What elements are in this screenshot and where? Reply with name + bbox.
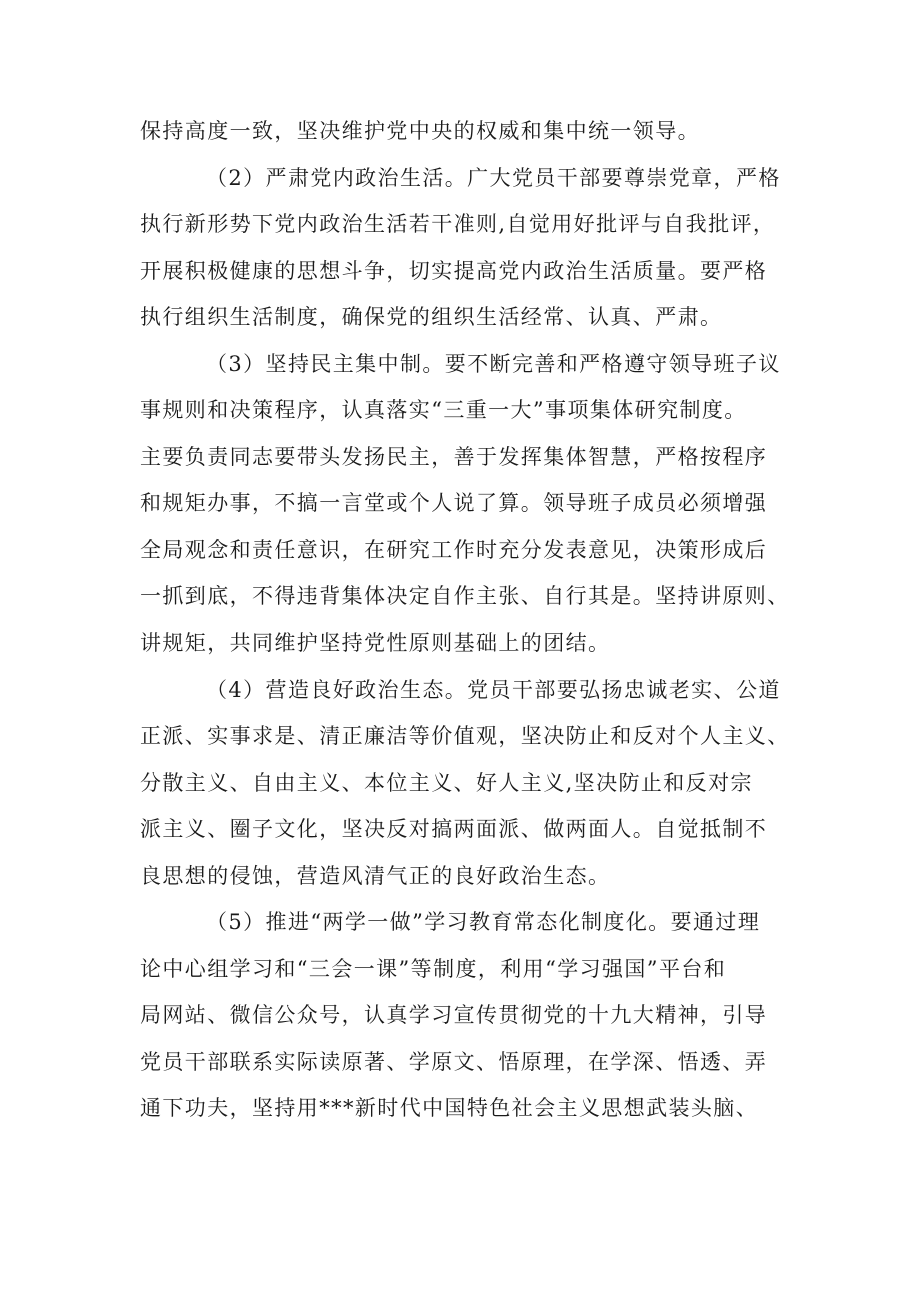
text-line: 执行组织生活制度，确保党的组织生活经常、认真、严肃。 (140, 305, 723, 330)
text-line: 正派、实事求是、清正廉洁等价值观，坚决防止和反对个人主义、 (140, 724, 790, 749)
text-line: 派主义、圈子文化，坚决反对搞两面派、做两面人。自觉抵制不 (140, 817, 768, 842)
text-line: 和规矩办事，不搞一言堂或个人说了算。领导班子成员必须增强 (140, 491, 768, 516)
paragraph-start-line: （2）严肃党内政治生活。广大党员干部要尊崇党章，严格 (206, 165, 781, 190)
text-line: 讲规矩，共同维护坚持党性原则基础上的团结。 (140, 631, 611, 656)
text-line: 执行新形势下党内政治生活若干准则,自觉用好批评与自我批评， (140, 212, 776, 237)
text-line: 全局观念和责任意识，在研究工作时充分发表意见，决策形成后 (140, 537, 768, 562)
text-line: 一抓到底，不得违背集体决定自作主张、自行其是。坚持讲原则、 (140, 584, 790, 609)
paragraph-start-line: （4）营造良好政治生态。党员干部要弘扬忠诚老实、公道 (206, 677, 781, 702)
document-body (140, 108, 800, 1132)
paragraph-start-line: （5）推进“两学一做”学习教育常态化制度化。要通过理 (206, 910, 761, 935)
paragraph-start-line: （3）坚持民主集中制。要不断完善和严格遵守领导班子议 (206, 351, 781, 376)
text-line: 良思想的侵蚀，营造风清气正的良好政治生态。 (140, 863, 611, 888)
text-line: 分散主义、自由主义、本位主义、好人主义,坚决防止和反对宗 (140, 770, 753, 795)
text-line: 主要负责同志要带头发扬民主，善于发挥集体智慧，严格按程序 (140, 444, 768, 469)
text-line: 局网站、微信公众号，认真学习宣传贯彻党的十九大精神，引导 (140, 1003, 768, 1028)
text-line: 党员干部联系实际读原著、学原文、悟原理，在学深、悟透、弄 (140, 1049, 768, 1074)
text-line: 开展积极健康的思想斗争，切实提高党内政治生活质量。要严格 (140, 258, 768, 283)
text-line: 事规则和决策程序，认真落实“三重一大”事项集体研究制度。 (140, 398, 747, 423)
text-line: 保持高度一致，坚决维护党中央的权威和集中统一领导。 (140, 119, 700, 143)
text-line: 通下功夫，坚持用***新时代中国特色社会主义思想武装头脑、 (140, 1096, 759, 1121)
text-line: 论中心组学习和“三会一课”等制度，利用“学习强国”平台和 (140, 956, 727, 981)
